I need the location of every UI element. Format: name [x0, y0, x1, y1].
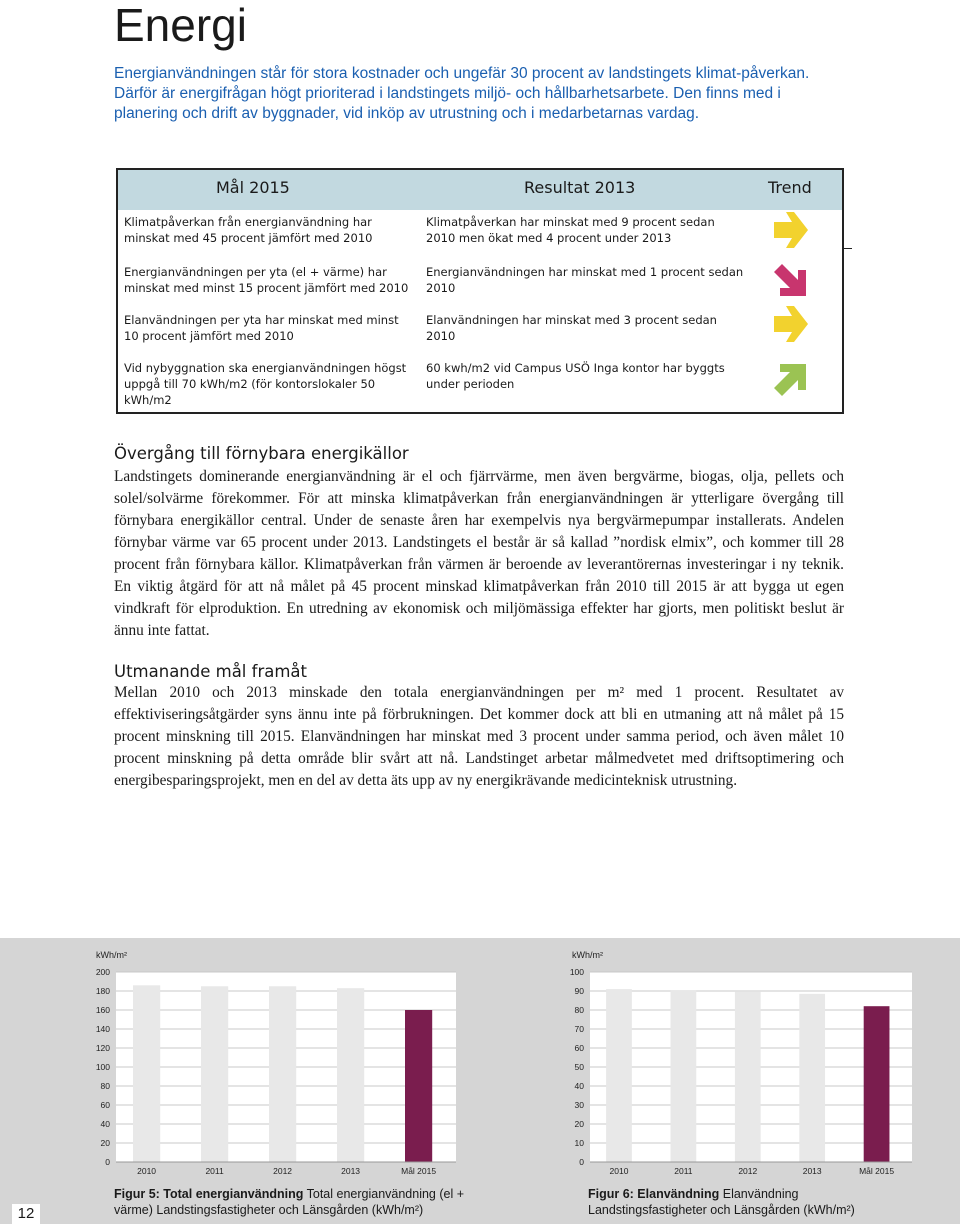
y-tick-label: 60	[574, 1043, 584, 1053]
goal-row-1: Klimatpåverkan från energianvändning har minskat med 45 procent jämfört med 2010	[124, 215, 373, 245]
arrow-right-icon	[768, 304, 816, 344]
bar-2012	[735, 992, 761, 1162]
x-tick-label: 2010	[137, 1166, 157, 1176]
goal-row-2: Energianvändningen per yta (el + värme) har minskat med minst 15 procent jämfört med 2010	[124, 265, 409, 295]
result-row-1: Klimatpåverkan har minskat med 9 procent sedan 2010 men ökat med 4 procent under 2013	[426, 215, 715, 245]
y-tick-label: 40	[574, 1081, 584, 1091]
bar-2013	[799, 994, 825, 1162]
goals-table	[116, 168, 844, 414]
result-row-3: Elanvändningen har minskat med 3 procent sedan 2010	[426, 313, 717, 343]
y-tick-label: 200	[95, 967, 110, 977]
page-number: 12	[12, 1204, 40, 1224]
y-unit-label: kWh/m²	[572, 950, 603, 960]
header-goal: Mål 2015	[216, 178, 290, 197]
table-edge-line	[844, 248, 852, 249]
figure-5-caption-title: Figur 5: Total energianvändning	[114, 1187, 304, 1201]
x-tick-label: 2012	[273, 1166, 293, 1176]
y-tick-label: 60	[100, 1100, 110, 1110]
y-unit-label: kWh/m²	[96, 950, 127, 960]
goal-row-3: Elanvändningen per yta har minskat med minst 10 procent jämfört med 2010	[124, 313, 399, 343]
x-tick-label: 2013	[341, 1166, 361, 1176]
bar-2011	[201, 986, 228, 1162]
figure-5-caption-text: Total energianvändning (el + värme) Landstingsfastigheter och Länsgården (kWh/m²)	[114, 1187, 465, 1217]
y-tick-label: 20	[574, 1119, 584, 1129]
x-tick-label: 2011	[674, 1166, 693, 1176]
bar-mål-2015	[405, 1010, 432, 1162]
intro-paragraph: Energianvändningen står för stora kostnader och ungefär 30 procent av landstingets klimat-påverkan. Därför är energifrågan högt prioriterad i landstingets miljö- och hållbarhetsarbete. Den finns med i planering och drift av byggnader, vid inköp av utrustning och i medarbetarnas vardag.	[114, 65, 810, 122]
bar-mål-2015	[864, 1006, 890, 1162]
x-tick-label: 2011	[205, 1166, 224, 1176]
y-tick-label: 0	[105, 1157, 110, 1167]
y-tick-label: 140	[95, 1024, 110, 1034]
chart-6	[570, 950, 912, 1176]
arrow-up-right-icon	[768, 360, 816, 400]
bar-2010	[133, 985, 160, 1162]
y-tick-label: 100	[95, 1062, 110, 1072]
y-tick-label: 50	[574, 1062, 584, 1072]
y-tick-label: 10	[574, 1138, 584, 1148]
page-title: Energi	[114, 0, 247, 51]
y-tick-label: 90	[574, 986, 584, 996]
y-tick-label: 0	[579, 1157, 584, 1167]
goal-row-4: Vid nybyggnation ska energianvändningen högst uppgå till 70 kWh/m2 (för kontorslokaler 50 kWh/m2	[124, 361, 407, 407]
y-tick-label: 160	[95, 1005, 110, 1015]
section-text-goals-ahead: Mellan 2010 och 2013 minskade den totala energianvändningen per m² med 1 procent. Resultatet av effektiviseringsåtgärder syns ännu inte på förbrukningen. Det kommer dock att bli en utmaning att nå målet på 15 procent minskning till 2015. Elanvändningen har minskat med 3 procent under samma period, och även målet 10 procent minskning på detta område blir svårt att nå. Landstinget arbetar målmedvetet med driftsoptimering och energibesparingsprojekt, men en del av detta äts upp av ny energikrävande medicinteknisk utrustning.	[114, 684, 844, 789]
result-row-4: 60 kwh/m2 vid Campus USÖ Inga kontor har byggts under perioden	[426, 361, 725, 391]
x-tick-label: 2013	[802, 1166, 822, 1176]
bar-2013	[337, 988, 364, 1162]
figure-5-caption	[114, 1186, 494, 1218]
y-tick-label: 100	[569, 967, 584, 977]
y-tick-label: 120	[95, 1043, 110, 1053]
x-tick-label: 2012	[738, 1166, 758, 1176]
y-tick-label: 20	[100, 1138, 110, 1148]
figure-6-caption	[588, 1186, 888, 1218]
goals-table-header	[118, 170, 842, 210]
charts-area	[0, 938, 960, 1224]
y-tick-label: 180	[95, 986, 110, 996]
bar-2012	[269, 986, 296, 1162]
x-tick-label: Mål 2015	[859, 1166, 895, 1176]
header-result: Resultat 2013	[524, 178, 636, 197]
section-text-renewable: Landstingets dominerande energianvändning är el och fjärrvärme, men även bergvärme, biogas, olja, pellets och solel/solvärme förekommer. För att minska klimatpåverkan från energianvändningen är ytterligare övergång till förnybara energikällor central. Under de senaste åren har exempelvis nya bergvärmepumpar installerats. Andelen förnybar värme var 65 procent under 2013. Landstingets el består är så kallad ”nordisk elmix”, och kommer till 28 procent från förnybara källor. Klimatpåverkan från värmen är beroende av leverantörernas investeringar i ny teknik. En viktig åtgärd för att nå målet på 45 procent minskad klimatpåverkan från 2010 till 2015 är att bygga ut egen vindkraft för elproduktion. En utredning av ekonomisk och miljömässiga effekter har gjorts, men politiskt beslut är ännu inte fattat.	[114, 468, 844, 639]
figure-6-caption-title: Figur 6: Elanvändning	[588, 1187, 720, 1201]
section-heading-renewable: Övergång till förnybara energikällor	[114, 444, 409, 463]
header-trend: Trend	[768, 178, 812, 197]
arrow-down-right-icon	[768, 260, 816, 300]
result-row-2: Energianvändningen har minskat med 1 procent sedan 2010	[426, 265, 744, 295]
y-tick-label: 30	[574, 1100, 584, 1110]
y-tick-label: 70	[574, 1024, 584, 1034]
bar-2011	[671, 990, 697, 1162]
y-tick-label: 80	[574, 1005, 584, 1015]
section-heading-goals-ahead: Utmanande mål framåt	[114, 662, 307, 681]
figure-6-caption-text: Elanvändning Landstingsfastigheter och Länsgården (kWh/m²)	[588, 1187, 855, 1217]
y-tick-label: 80	[100, 1081, 110, 1091]
x-tick-label: Mål 2015	[401, 1166, 437, 1176]
arrow-right-icon	[768, 210, 816, 250]
chart-5	[96, 950, 456, 1176]
bar-2010	[606, 989, 632, 1162]
y-tick-label: 40	[100, 1119, 110, 1129]
x-tick-label: 2010	[609, 1166, 629, 1176]
